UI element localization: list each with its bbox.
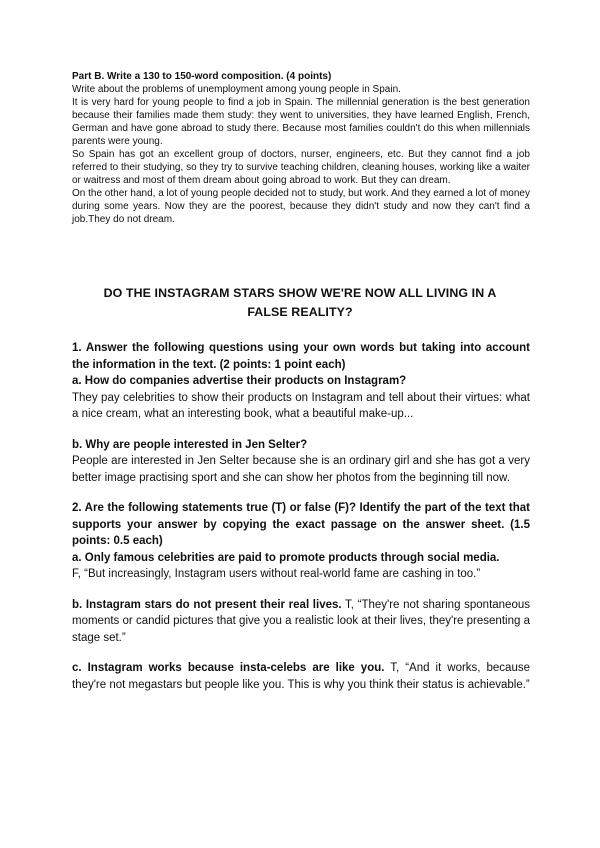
part-b-section — [72, 70, 530, 226]
statement-2b: b. Instagram stars do not present their real lives. — [72, 598, 342, 611]
answer-2a: F, “But increasingly, Instagram users without real-world fame are cashing in too.” — [72, 568, 481, 580]
composition-paragraph-2: So Spain has got an excellent group of doctors, nurser, engineers, etc. But they cannot find a job referred to their studying, so they try to survive teaching children, cleaning houses, working like a waiter or waitress and most of them dream about going abroad to work. But they can dream. — [72, 149, 530, 186]
article-heading — [60, 284, 540, 322]
composition-paragraph-1: It is very hard for young people to find a job in Spain. The millennial generation is the best generation because their families made them study: they went to universities, they have learned English, French, German and have gone abroad to study there. Because most families couldn't do this when millennials parents were young. — [72, 97, 530, 147]
item-2c — [72, 660, 530, 693]
question-1b: b. Why are people interested in Jen Selter? — [72, 438, 308, 451]
answer-2c: T, “And it works, because they're not megastars but people like you. This is why you think their status is achievable.” — [72, 662, 530, 691]
item-2b — [72, 597, 530, 647]
question-1a: a. How do companies advertise their products on Instagram? — [72, 375, 407, 387]
composition-paragraph-3: On the other hand, a lot of young people decided not to study, but work. And they earned a lot of money during some years. Now they are the poorest, because they didn't study and now they can't find a job.They do not dream. — [72, 188, 530, 225]
questions-section — [72, 340, 530, 693]
question-2-title: 2. Are the following statements true (T) or false (F)? Identify the part of the text that supports your answer by copying the exact passage on the answer sheet. (1.5 points: 0.5 each) — [72, 502, 530, 547]
statement-2c: c. Instagram works because insta-celebs are like you. — [72, 662, 385, 674]
part-b-prompt: Write about the problems of unemployment among young people in Spain. — [72, 84, 401, 95]
part-b-title: Part B. Write a 130 to 150-word composition. (4 points) — [72, 71, 332, 82]
article-heading-line-1: DO THE INSTAGRAM STARS SHOW WE'RE NOW ALL LIVING IN A — [103, 286, 497, 300]
answer-1b: People are interested in Jen Selter because she is an ordinary girl and she has got a very better image practising sport and she can show her photos from the beginning till now. — [72, 455, 530, 484]
article-heading-line-2: FALSE REALITY? — [247, 305, 353, 319]
question-1-title: 1. Answer the following questions using your own words but taking into account the information in the text. (2 points: 1 point each) — [72, 342, 530, 371]
answer-2b: T, “They're not sharing spontaneous moments or candid pictures that give you a realistic look at their lives, they're presenting a stage set.” — [72, 598, 530, 644]
statement-2a: a. Only famous celebrities are paid to promote products through social media. — [72, 551, 500, 564]
answer-1a: They pay celebrities to show their products on Instagram and tell about their virtues: what a nice cream, what an interesting book, what a beautiful make-up... — [72, 391, 530, 420]
